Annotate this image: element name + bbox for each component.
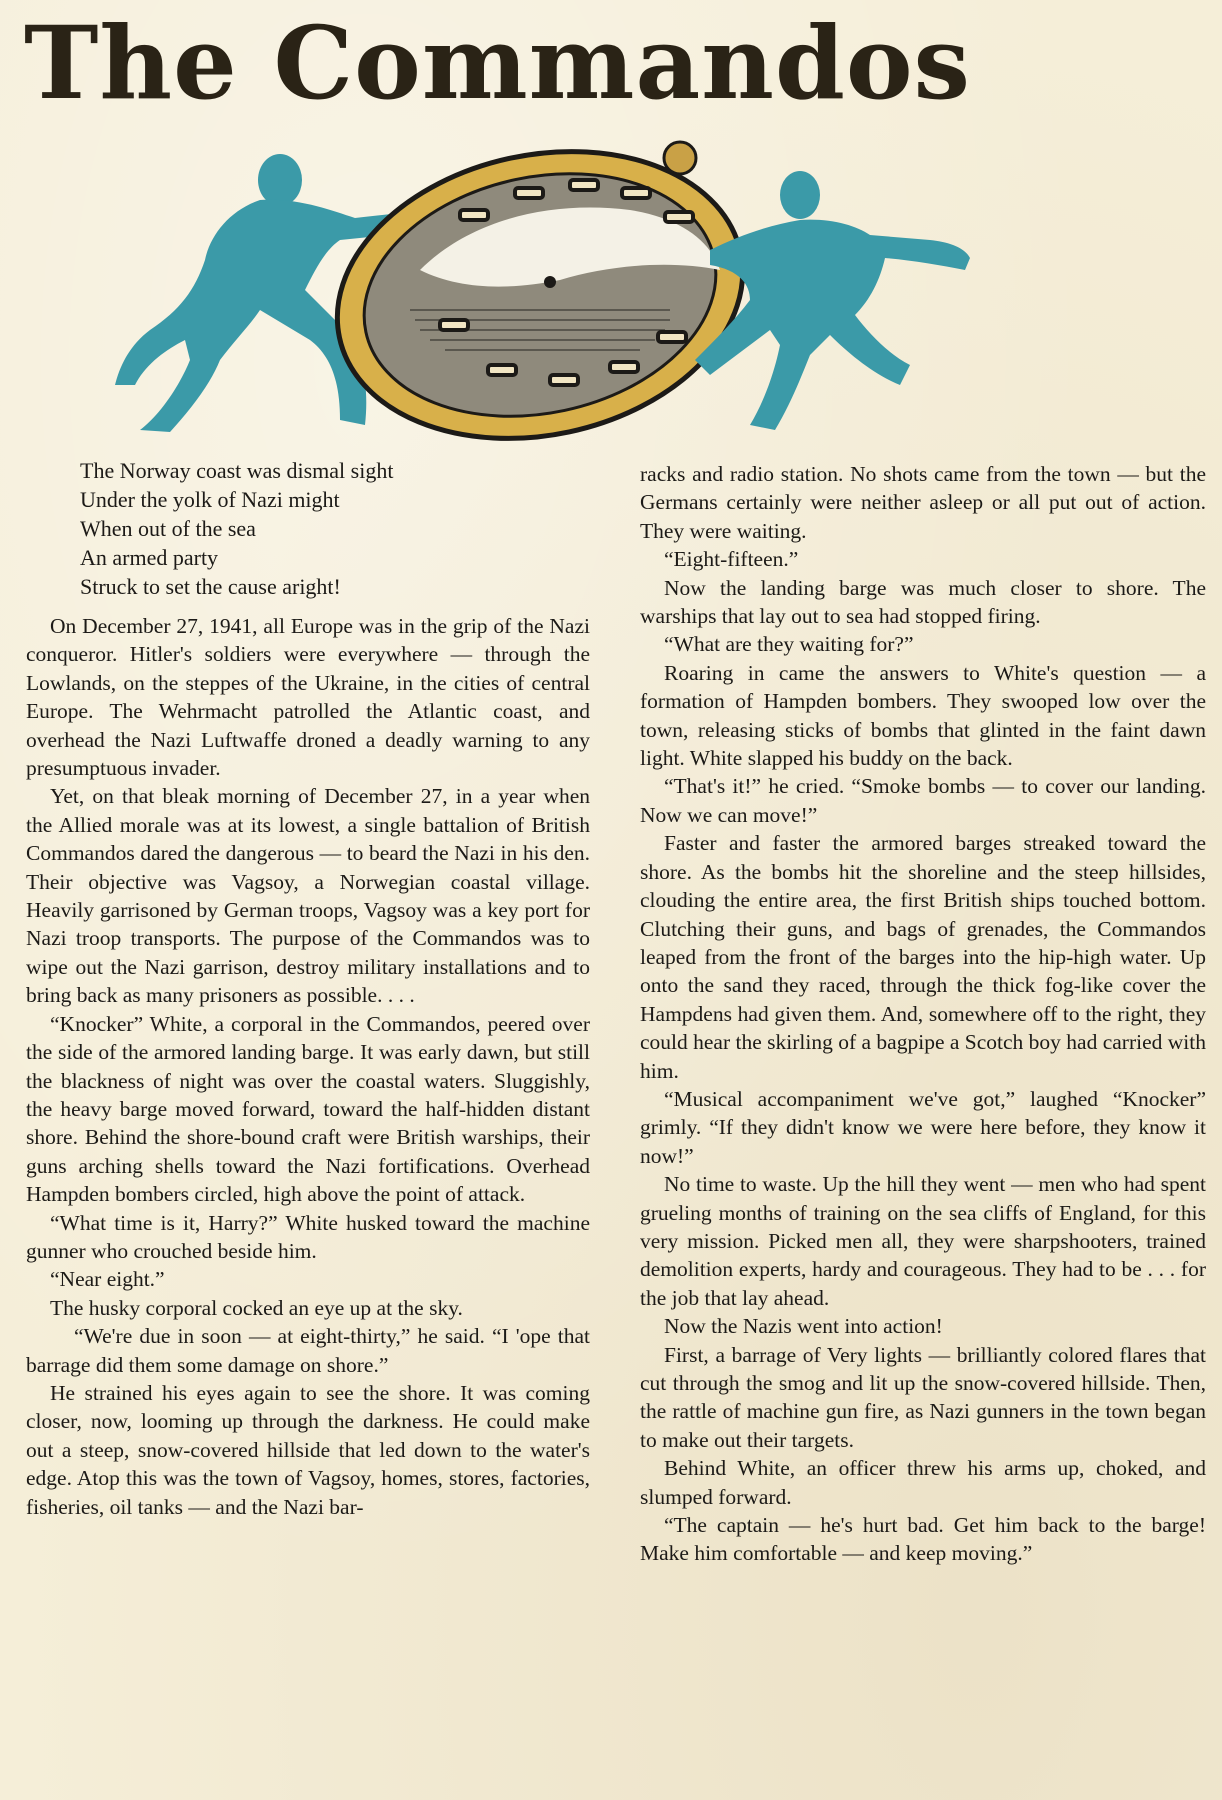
paragraph: “What are they waiting for?” — [664, 632, 914, 657]
poem — [80, 456, 600, 601]
paragraph: “Eight-fifteen.” — [664, 547, 799, 572]
left-column — [26, 612, 590, 1521]
paragraph: No time to waste. Up the hill they went — men who had spent grueling months of training on the sea cliffs of England, for this very mission. Picked men all, they were sharpshooters, trained demolition experts, hardy and courageous. They had to be . . . for the job that lay ahead. — [640, 1172, 1206, 1310]
paragraph: Now the landing barge was much closer to shore. The warships that lay out to sea had stopped firing. — [640, 575, 1206, 629]
poem-line: An armed party — [80, 545, 219, 570]
paragraph: “What time is it, Harry?” White husked toward the machine gunner who crouched beside him. — [26, 1210, 590, 1263]
illustration — [110, 140, 970, 460]
poem-line: Under the yolk of Nazi might — [80, 487, 340, 512]
pocket-watch-icon — [310, 140, 769, 460]
paragraph: Yet, on that bleak morning of December 27, in a year when the Allied morale was at its lowest, a single battalion of British Commandos dared the dangerous — to beard the Nazi in his den. Their objective was Vagsoy, a Norwegian coastal village. Heavily garrisoned by German troops, Vagsoy was a key port for Nazi troop transports. The purpose of the Commandos was to wipe out the Nazi garrison, destroy military installations and to bring back as many prisoners as possible. . . . — [26, 784, 590, 1008]
paragraph: “Musical accompaniment we've got,” laughed “Knocker” grimly. “If they didn't know we were here before, they know it now!” — [640, 1086, 1206, 1168]
paragraph: Now the Nazis went into action! — [664, 1314, 943, 1339]
paragraph: First, a barrage of Very lights — brilliantly colored flares that cut through the smog and lit up the snow-covered hillside. Then, the rattle of machine gun fire, as Nazi gunners in the town began to make out their targets. — [640, 1342, 1206, 1452]
poem-line: Struck to set the cause aright! — [80, 574, 341, 599]
paragraph: “That's it!” he cried. “Smoke bombs — to cover our landing. Now we can move!” — [640, 774, 1206, 827]
paragraph: Behind White, an officer threw his arms up, choked, and slumped forward. — [640, 1456, 1206, 1509]
poem-line: When out of the sea — [80, 516, 256, 541]
paragraph: “Knocker” White, a corporal in the Commandos, peered over the side of the armored landing barge. It was early dawn, but still the blackness of night was over the coastal waters. Sluggishly, the heavy barge moved forward, toward the half-hidden distant shore. Behind the shore-bound craft were British warships, their guns arching shells toward the Nazi fortifications. Overhead Hampden bombers circled, high above the point of attack. — [26, 1011, 590, 1207]
poem-line: The Norway coast was dismal sight — [80, 458, 394, 483]
paragraph: “The captain — he's hurt bad. Get him back to the barge! Make him comfortable — and keep moving.” — [640, 1513, 1206, 1566]
paragraph: He strained his eyes again to see the shore. It was coming closer, now, looming up through the darkness. He could make out a steep, snow-covered hillside that led down to the water's edge. Atop this was the town of Vagsoy, homes, stores, factories, fisheries, oil tanks — and the Nazi bar- — [26, 1380, 590, 1519]
paragraph: “We're due in soon — at eight-thirty,” he said. “I 'ope that barrage did them some damage on shore.” — [26, 1324, 590, 1377]
paragraph: racks and radio station. No shots came from the town — but the Germans certainly were neither asleep or all put out of action. They were waiting. — [640, 462, 1206, 543]
page-title: The Commandos — [24, 4, 971, 122]
paragraph: The husky corporal cocked an eye up at the sky. — [50, 1295, 463, 1320]
paragraph: Roaring in came the answers to White's question — a formation of Hampden bombers. They swooped low over the town, releasing sticks of bombs that glinted in the faint dawn light. White slapped his buddy on the back. — [640, 660, 1206, 771]
paragraph: On December 27, 1941, all Europe was in the grip of the Nazi conqueror. Hitler's soldiers were everywhere — through the Lowlands, on the steppes of the Ukraine, in the cities of central Europe. The Wehrmacht patrolled the Atlantic coast, and overhead the Nazi Luftwaffe droned a deadly warning to any presumptuous invader. — [26, 614, 590, 781]
paragraph: Faster and faster the armored barges streaked toward the shore. As the bombs hit the shoreline and the steep hillsides, clouding the entire area, the first British ships touched bottom. Clutching their guns, and bags of grenades, the Commandos leaped from the front of the barges into the hip-high water. Up onto the sand they raced, through the thick fog-like cover the Hampdens had given them. And, somewhere off to the right, they could hear the skirling of a bagpipe a Scotch boy had carried with him. — [640, 831, 1206, 1083]
right-column — [640, 460, 1206, 1568]
paragraph: “Near eight.” — [50, 1267, 165, 1292]
